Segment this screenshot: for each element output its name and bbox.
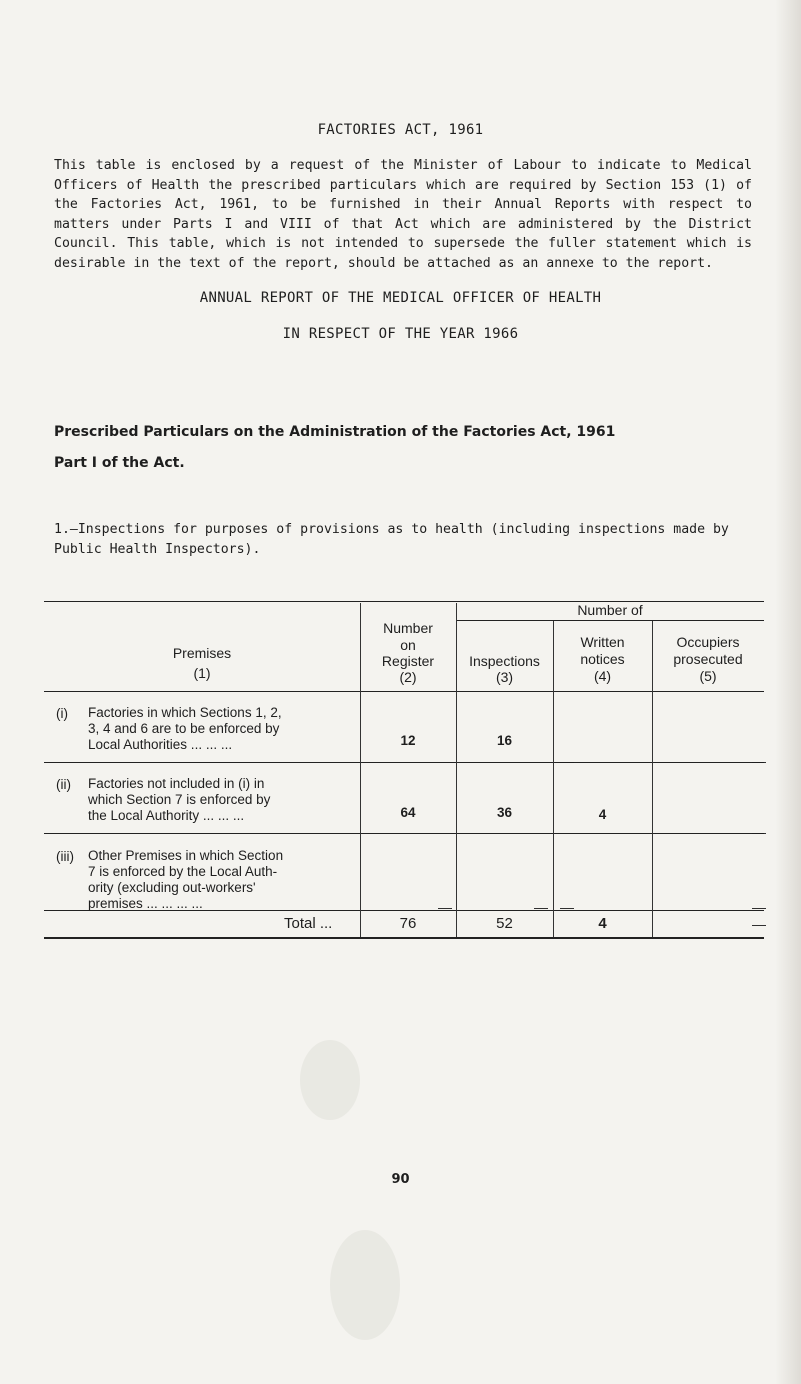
inspections-value: 36	[496, 805, 513, 820]
col-register-header-line1: Number	[383, 620, 433, 636]
intro-paragraph: This table is enclosed by a request of the Minister of Labour to indicate to Medical Officers of Health the prescribed particulars which are required by Section 153 (1) of the Factories Act, 1961, to be furnished in their Annual Reports with respect to matters under Parts I and VIII of that Act which are administered by the District Council. This table, which is not intended to supersede the fuller statement which is desirable in the text of the report, should be attached as an annexe to the report.	[54, 158, 752, 271]
row-label-line: Other Premises in which Section	[88, 848, 284, 863]
total-inspections: 52	[496, 915, 513, 932]
prosecuted-value: —	[752, 753, 766, 769]
row-number: (ii)	[56, 777, 71, 792]
notices-value: —	[560, 753, 574, 769]
col-prosecuted-header-line2: prosecuted	[673, 651, 743, 667]
col-prosecuted-header-line1: Occupiers	[676, 634, 740, 650]
notices-value: —	[560, 899, 574, 915]
prosecuted-value: —	[752, 824, 766, 840]
inspections-note: 1.—Inspections for purposes of provisions as to health (including inspections made by Public Health Inspectors).	[54, 522, 729, 557]
row-label-line: the Local Authority ... ... ...	[88, 808, 245, 823]
row-label-line: Factories in which Sections 1, 2,	[88, 705, 282, 720]
header-bottom-rule	[44, 691, 764, 692]
total-label: Total ...	[284, 915, 333, 932]
prosecuted-value: —	[752, 899, 766, 915]
report-year: IN RESPECT OF THE YEAR 1966	[282, 326, 519, 342]
report-title: ANNUAL REPORT OF THE MEDICAL OFFICER OF HEALTH	[199, 290, 602, 306]
row-label-line: which Section 7 is enforced by	[88, 792, 271, 807]
total-register: 76	[399, 915, 417, 932]
register-value: 12	[400, 733, 416, 748]
total-prosecuted: —	[752, 916, 766, 932]
paper-smudge	[330, 1230, 400, 1340]
col-register-header-line2: on	[400, 637, 416, 653]
inspections-value: 16	[496, 733, 513, 748]
col-inspections-number: (3)	[495, 669, 514, 685]
col-prosecuted-number: (5)	[699, 668, 717, 684]
col-notices-header-line2: notices	[580, 651, 625, 667]
inspections-value: —	[534, 899, 548, 915]
col-premises-header: Premises	[172, 645, 232, 661]
row-label-line: 3, 4 and 6 are to be enforced by	[88, 721, 280, 736]
document-heading: FACTORIES ACT, 1961	[317, 122, 484, 138]
row-number: (i)	[56, 706, 68, 721]
row-label-line: Factories not included in (i) in	[88, 776, 265, 791]
notices-value: 4	[598, 807, 607, 822]
table-bottom-rule	[44, 937, 764, 939]
paper-smudge	[300, 1040, 360, 1120]
part-heading: Part I of the Act.	[54, 455, 185, 471]
row-rule	[44, 762, 764, 763]
col-notices-number: (4)	[593, 668, 612, 684]
col-notices-header-line1: Written	[580, 634, 625, 650]
register-value: —	[438, 899, 452, 915]
row-label-line: premises ... ... ... ...	[88, 896, 203, 911]
col-register-number: (2)	[399, 669, 417, 685]
prescribed-particulars-heading: Prescribed Particulars on the Administration of the Factories Act, 1961	[54, 424, 616, 440]
register-value: 64	[400, 805, 416, 820]
row-label-line: Local Authorities ... ... ...	[88, 737, 233, 752]
row-label-line: 7 is enforced by the Local Auth-	[88, 864, 278, 879]
group-header-number-of: Number of	[577, 602, 643, 618]
col-inspections-header: Inspections	[469, 653, 540, 669]
row-label-line: ority (excluding out-workers'	[88, 880, 256, 895]
col-register-header-line3: Register	[381, 653, 435, 669]
total-notices: 4	[598, 915, 607, 932]
page-number: 90	[391, 1172, 410, 1187]
row-number: (iii)	[56, 849, 74, 864]
col-premises-number: (1)	[193, 665, 211, 681]
group-header-rule	[456, 620, 764, 621]
row-rule	[44, 833, 764, 834]
